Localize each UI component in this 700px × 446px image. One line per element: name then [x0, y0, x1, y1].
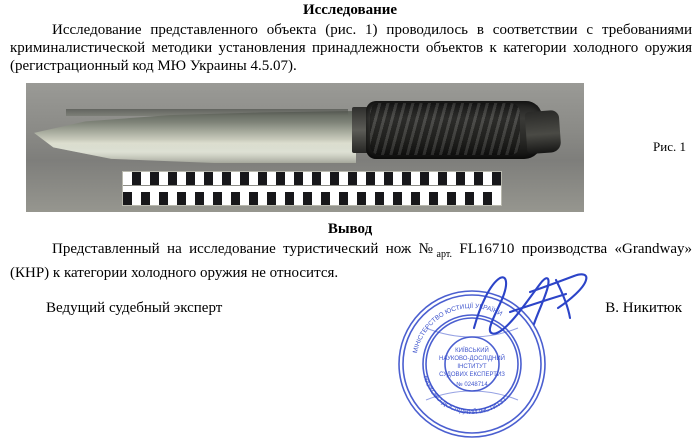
knife-photograph: [26, 83, 584, 212]
signature-row: [0, 300, 700, 326]
figure-block: [0, 83, 700, 212]
svg-text:МІНІСТЕРСТВО ЮСТИЦІЇ УКРАЇНИ: МІНІСТЕРСТВО ЮСТИЦІЇ УКРАЇНИ: [412, 302, 504, 355]
svg-text:КИЇВСЬКИЙ: КИЇВСЬКИЙ: [455, 348, 489, 354]
conclusion-paragraph: [0, 240, 700, 282]
svg-text:НАУКОВО-ДОСЛІДНИЙ: НАУКОВО-ДОСЛІДНИЙ: [439, 356, 505, 362]
figure-caption: Рис. 1: [653, 139, 686, 154]
research-paragraph: Исследование представленного объекта (рис. 1) проводилось в соответствии с требованиями криминалистической методики установления принадлежности объектов к категории холодного оружия (регистрационный код МЮ Украины 4.5.07).: [10, 22, 692, 74]
forensic-scale-bar: [122, 171, 502, 206]
section-heading-research: Исследование: [302, 2, 398, 18]
expert-role-label: Ведущий судебный эксперт: [46, 300, 223, 316]
knife-blade-icon: [34, 111, 356, 163]
knife-handle-texture: [370, 103, 520, 155]
svg-text:ІНСТИТУТ: ІНСТИТУТ: [457, 364, 487, 370]
knife-pommel: [525, 110, 562, 154]
svg-text:№ 0248714: № 0248714: [456, 382, 488, 388]
conclusion-text-part1: Представленный на исследование туристический нож №: [52, 241, 437, 257]
conclusion-text-subscript: арт.: [436, 249, 452, 260]
svg-text:СУДОВИХ ЕКСПЕРТИЗ: СУДОВИХ ЕКСПЕРТИЗ: [439, 372, 505, 378]
svg-text:НАУКОВО-ДОСЛІДНИЙ ІНСТИТУТ: НАУКОВО-ДОСЛІДНИЙ ІНСТИТУТ: [421, 374, 509, 417]
blade-spine: [66, 109, 348, 116]
expert-name-label: В. Никитюк: [605, 300, 682, 316]
section-heading-conclusion: Вывод: [327, 221, 373, 237]
stamp-and-signature-area: [0, 268, 700, 446]
conclusion-text-part2: FL16710 производства «Grandway» (КНР) к категории холодного оружия не относится.: [10, 241, 692, 281]
